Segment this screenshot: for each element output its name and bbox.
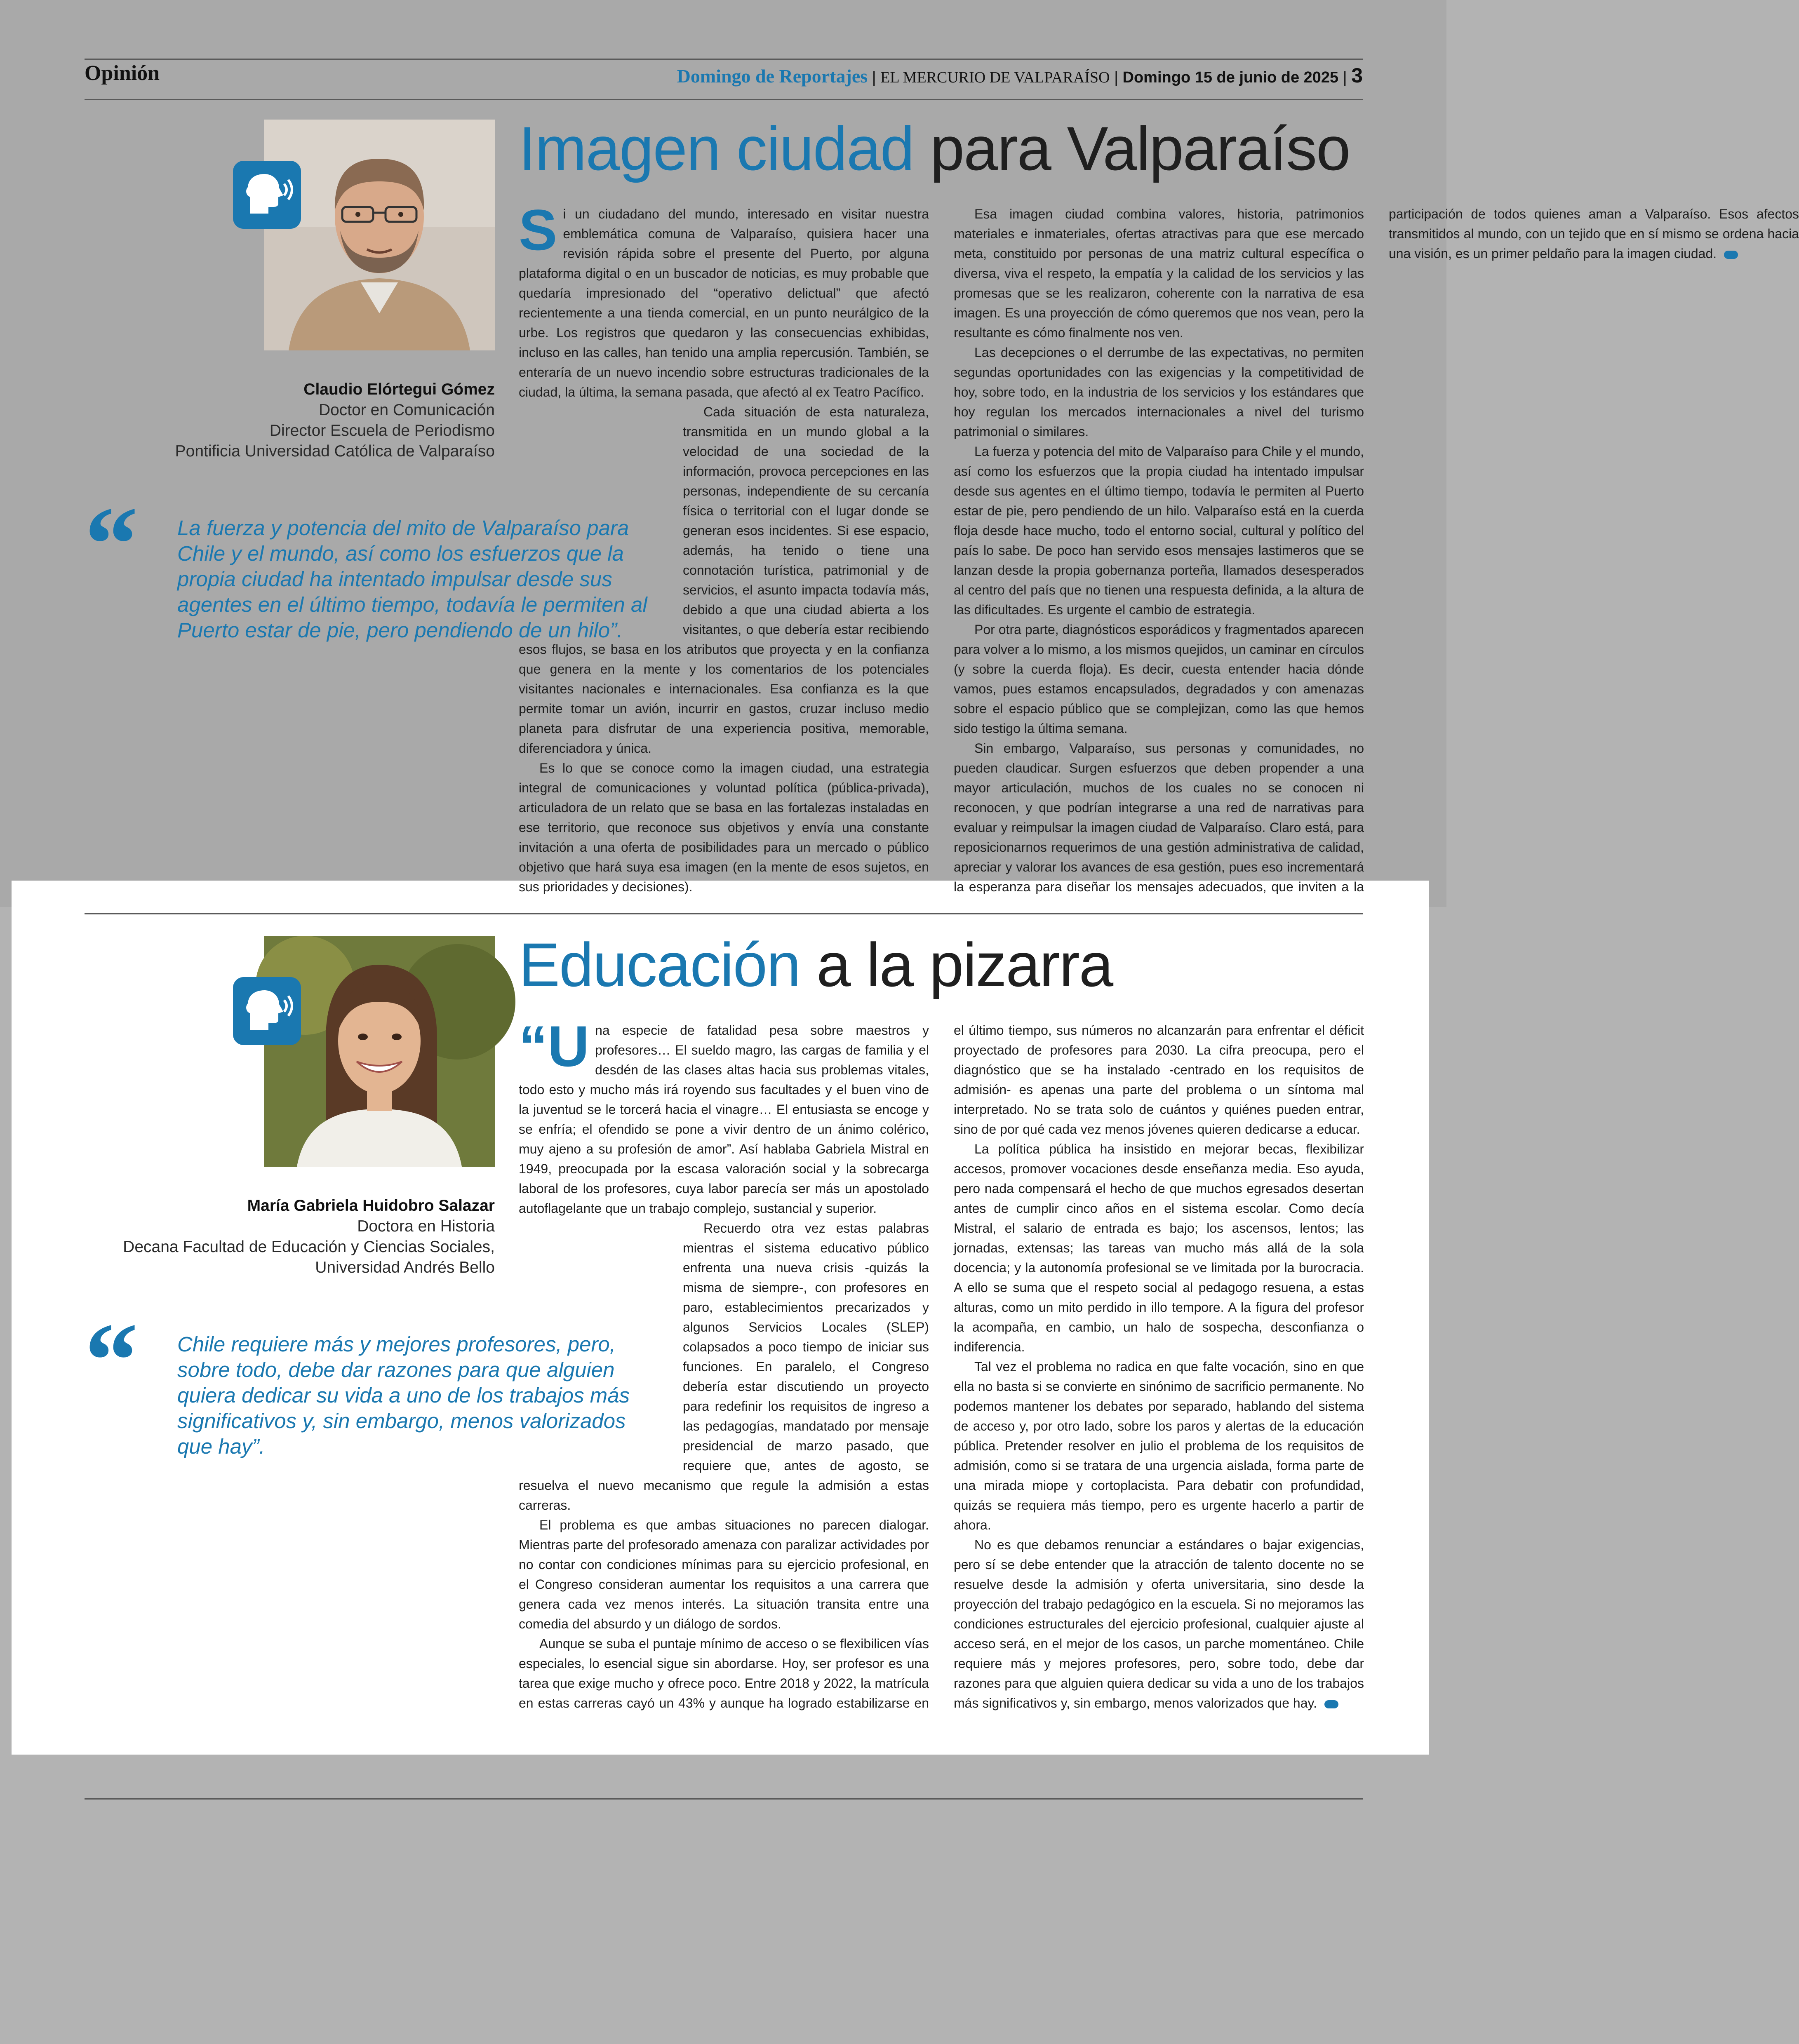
folio: Domingo de Reportajes | EL MERCURIO DE VALPARAÍSO | Domingo 15 de junio de 2025 | 3: [677, 64, 1363, 87]
paragraph: El problema es que ambas situaciones no parecen dialogar. Mientras parte del profesorado amenaza con paralizar actividades por no contar con condiciones mínimas para su ejercicio profesional, en el Congreso consideran aumentar los requisitos a una carrera que genera cada vez menos interés. La situación transita entre una comedia del absurdo y un diálogo de sordos.: [519, 1518, 929, 1631]
paragraph: La política pública ha insistido en mejorar becas, flexibilizar accesos, promover vocaciones desde enseñanza media. Eso ayuda, pero nada compensará el hecho de que muchos egresados desertan antes de cumplir cinco años en el sistema escolar. Como decía Mistral, el salario de entrada es bajo; los ascensos, lentos; las jornadas, extensas; las tareas van mucho más allá de la sola docencia; y la autonomía profesional se ve limitada por la burocracia. A ello se suma que el respeto social al pedagogo resuena, a estas alturas, como un mito perdido in illo tempore. A la figura del profesor la acompaña, en cambio, un halo de sospecha, desconfianza o indiferencia.: [954, 1142, 1364, 1354]
paragraph: Aunque se suba el puntaje mínimo de acceso o se flexibilicen vías especiales, lo esencial sigue sin abordarse. Hoy, ser profesor es una tarea que exige mucho y ofrece poco. Entre 2018 y 2022, la matrícula en estas carreras cayó un 43% y aunque ha logrado estabilizarse en el último tiempo, sus números no alcanzarán para enfrentar el déficit proyectado de profesores para 2030. La cifra preocupa, pero el diagnóstico que se ha instalado -centrado en los requisitos de admisión- es apenas una parte del problema o un síntoma mal interpretado. No se trata solo de cuántos y quiénes pueden entrar, sino de por qué cada vez menos jóvenes quieren dedicarse a educar.: [519, 1023, 1364, 1710]
header-rule-bottom: [85, 99, 1363, 100]
publication-name: EL MERCURIO DE VALPARAÍSO: [880, 69, 1110, 86]
author-credential: Universidad Andrés Bello: [315, 1259, 495, 1276]
author-credential: Director Escuela de Periodismo: [269, 422, 495, 439]
page-header: [85, 58, 1363, 87]
paragraph: [519, 1014, 929, 1218]
headline-rest: a la pizarra: [816, 930, 1113, 999]
author-byline: [82, 1196, 495, 1278]
author-photo: [264, 120, 495, 350]
paragraph: [519, 402, 929, 758]
author-photo: [264, 936, 495, 1167]
article-separator: [85, 913, 1363, 914]
paragraph-text: Recuerdo otra vez estas palabras mientras el sistema educativo público enfrenta una nueva crisis -quizás la misma de siempre-, con profesores en paro, establecimientos precarizados y algunos Servicios Locales (SLEP) colapsados a poco tiempo de iniciar sus funciones. En paralelo, el Congreso debería estar discutiendo un proyecto para redefinir los requisitos de ingreso a las pedagogías, mandatado por mensaje presidencial de marzo pasado, que requiere que, antes de agosto, se resuelva el nuevo mecanismo que regule la admisión a estas carreras.: [519, 1221, 929, 1513]
headline-rest: para Valparaíso: [930, 114, 1350, 183]
page-number: 3: [1351, 64, 1363, 87]
end-of-article-icon: [1724, 251, 1738, 259]
footer-rule: [85, 1798, 1363, 1800]
paragraph-text: Cada situación de esta naturaleza, transmitida en un mundo global a la velocidad de una sociedad de la información, provoca percepciones en las personas, independiente de su cercanía física o territorial con el lugar donde se generan esos incidentes. Si ese espacio, además, ha tenido o tiene una connotación turística, patrimonial y de servicios, el asunto impacta todavía más, debido a que una ciudad abierta a los visitantes, o que debería estar recibiendo esos flujos, se basa en los atributos que proyecta y en la confianza que genera en la mente y los comentarios de los potenciales visitantes nacionales e internacionales. Esa confianza es la que permite tomar un avión, incurrir en gastos, cruzar incluso medio planeta para disfrutar de una experiencia positiva, memorable, diferenciadora y única.: [519, 404, 929, 756]
paragraph-text: i un ciudadano del mundo, interesado en visitar nuestra emblemática comuna de Valparaíso, quisiera hacer una revisión rápida sobre el presente del Puerto, por alguna plataforma digital o en un buscador de noticias, es muy probable que quedaría impresionado del “operativo delictual” que afectó recientemente a una tienda comercial, en un punto neurálgico de la urbe. Los registros que quedaron y las consecuencias exhibidas, incluso en las calles, han tenido una amplia repercusión. También, se enteraría de un nuevo incendio sobre estructuras tradicionales de la ciudad, la última, la semana pasada, que afectó al ex Teatro Pacífico.: [519, 207, 929, 399]
paragraph: Por otra parte, diagnósticos esporádicos y fragmentados aparecen para volver a lo mismo, a los mismos quejidos, un caminar en círculos (y sobre la cuerda floja). Es decir, cuesta entender hacia dónde vamos, pues estamos encapsulados, degradados y con amenazas sobre el espacio público que se complejizan, como las que hemos sido testigo la última semana.: [954, 622, 1364, 736]
end-of-article-icon: [1324, 1700, 1338, 1708]
paragraph-text: na especie de fatalidad pesa sobre maestros y profesores… El sueldo magro, las cargas de familia y el desdén de las clases altas hacia sus problemas vitales, todo esto y mucho más irá royendo sus facultades y el buen vino de la juventud se le torcerá hacia el vinagre… El entusiasta se encoge y se enfría; el ofendido se pone a vivir dentro de un ánimo colérico, muy ajeno a su profesión de amor”. Así hablaba Gabriela Mistral en 1949, preocupada por la escasa valoración social y la sobrecarga laboral de los profesores, cuya labor parecía ser más un apostolado autoflagelante que un trabajo complejo, sustancial y superior.: [519, 1023, 929, 1216]
headline-accent: Imagen ciudad: [519, 114, 914, 183]
section-name: Opinión: [85, 61, 160, 85]
paragraph: [954, 1535, 1364, 1713]
author-byline: [82, 379, 495, 462]
author-name: María Gabriela Huidobro Salazar: [247, 1197, 495, 1215]
headline: [519, 928, 1112, 1002]
drop-cap: S: [519, 197, 557, 262]
headline-accent: Educación: [519, 930, 800, 999]
paragraph: La fuerza y potencia del mito de Valparaíso para Chile y el mundo, así como los esfuerzos que la propia ciudad ha intentado impulsar desde sus agentes en el último tiempo, todavía le permiten al Puerto estar de pie, pero pendiendo de un hilo. Valparaíso está en la cuerda floja desde hace mucho, todo el entorno social, cultural y político del país lo sabe. De poco han servido esos mensajes lastimeros que se lanzan desde la propia gobernanza porteña, llamados desesperados al centro del país que no tienen una respuesta definida, a la altura de las dificultades. Es urgente el cambio de estrategia.: [954, 444, 1364, 617]
issue-date: Domingo 15 de junio de 2025: [1122, 69, 1339, 86]
paragraph-text: No es que debamos renunciar a estándares o bajar exigencias, pero sí se debe entender que la atracción de talento docente no se resuelve desde la admisión y oferta universitaria, sino desde la proyección del trabajo pedagógico en la escuela. Si no mejoramos las condiciones estructurales del ejercicio profesional, cualquier ajuste al acceso será, en el mejor de los casos, un parche momentáneo. Chile requiere más y mejores profesores, pero, sobre todo, debe dar razones para que alguien quiera dedicar su vida a uno de los trabajos más significativos y, sin embargo, menos valorizados que hay.: [954, 1537, 1364, 1710]
voice-icon: [233, 977, 301, 1045]
header-rule-top: [85, 59, 1363, 60]
paragraph: Es lo que se conoce como la imagen ciudad, una estrategia integral de comunicaciones y voluntad política (pública-privada), articuladora de un relato que se basa en las fortalezas instaladas en ese territorio, que reconoce sus objetivos y envía una constante invitación a una oferta de posibilidades para un mercado o público objetivo que hará suya esa imagen (en la mente de esos sujetos, en sus prioridades y decisiones).: [519, 761, 929, 894]
author-credential: Doctor en Comunicación: [318, 401, 495, 419]
paragraph: Las decepciones o el derrumbe de las expectativas, no permiten segundas oportunidades con las exigencias y la competitividad de hoy, sobre todo, en la industria de los servicios y los estándares que hoy regulan los mercados internacionales a nivel del turismo patrimonial o similares.: [954, 345, 1364, 439]
quote-mark-icon: “: [85, 485, 138, 604]
paragraph: [519, 197, 929, 402]
author-credential: Doctora en Historia: [357, 1217, 495, 1235]
voice-icon: [233, 161, 301, 229]
author-credential: Pontificia Universidad Católica de Valparaíso: [175, 442, 495, 460]
headline: [519, 111, 1350, 186]
article-body: [519, 197, 1799, 897]
drop-cap: “ U: [519, 1022, 589, 1071]
author-name: Claudio Elórtegui Gómez: [303, 381, 495, 398]
author-credential: Decana Facultad de Educación y Ciencias Sociales,: [123, 1238, 495, 1256]
article-educacion: [0, 928, 1446, 1710]
paragraph-text: Sin embargo, Valparaíso, sus personas y comunidades, no pueden claudicar. Surgen esfuerzos que deben propender a una mayor articulación, muchos de los cuales no se conocen ni reconocen, y que podrían integrarse a una red de narrativas para evaluar y reimpulsar la imagen ciudad de Valparaíso. Claro está, para reposicionarnos requerimos de una gestión administrativa de calidad, apreciar y valorar los avances de esa gestión, pues eso incrementará la esperanza para diseñar los mensajes adecuados, que inviten a la participación de todos quienes aman a Valparaíso. Esos afectos transmitidos al mundo, con un tejido que en sí mismo se ordena hacia una visión, es un primer peldaño para la imagen ciudad.: [954, 207, 1799, 894]
pull-quote-wrap: [519, 402, 675, 625]
paragraph: [519, 1218, 929, 1515]
paragraph: Tal vez el problema no radica en que falte vocación, sino en que ella no basta si se convierte en sinónimo de sacrificio permanente. No podemos mantener los debates por separado, hablando del sistema de acceso y, por otro lado, sobre los paros y alertas de la educación pública. Pretender resolver en julio el problema de los requisitos de admisión, como si se tratara de una urgencia aislada, forma parte de una mirada miope y cortoplacista. Para debatir con profundidad, quizás se requiera más tiempo, pero es urgente hacerlo a partir de ahora.: [954, 1359, 1364, 1532]
article-body: [519, 1014, 1364, 1713]
article-imagen-ciudad: [0, 111, 1799, 907]
paragraph: Esa imagen ciudad combina valores, historia, patrimonios materiales e inmateriales, ofertas atractivas para que ese mercado meta, constituido por personas de una matriz cultural específica o diversa, viva el respeto, la empatía y la calidad de los servicios y las promesas que se les realizaron, coherente con la narrativa de esa imagen. Es una proyección de cómo queremos que nos vean, pero la resultante es cómo finalmente nos ven.: [954, 207, 1364, 340]
pull-quote-wrap: [519, 1218, 675, 1457]
supplement-name: Domingo de Reportajes: [677, 66, 868, 87]
pull-quote-text: Chile requiere más y mejores profesores, pero, sobre todo, debe dar razones para que alguien quiera dedicar su vida a uno de los trabajos más significativos y, sin embargo, menos valorizados que hay”.: [177, 1332, 630, 1458]
quote-mark-icon: “: [85, 1301, 138, 1420]
pull-quote-text: La fuerza y potencia del mito de Valparaíso para Chile y el mundo, así como los esfuerzos que la propia ciudad ha intentado impulsar desde sus agentes en el último tiempo, todavía le permiten al Puerto estar de pie, pero pendiendo de un hilo”.: [177, 516, 647, 642]
